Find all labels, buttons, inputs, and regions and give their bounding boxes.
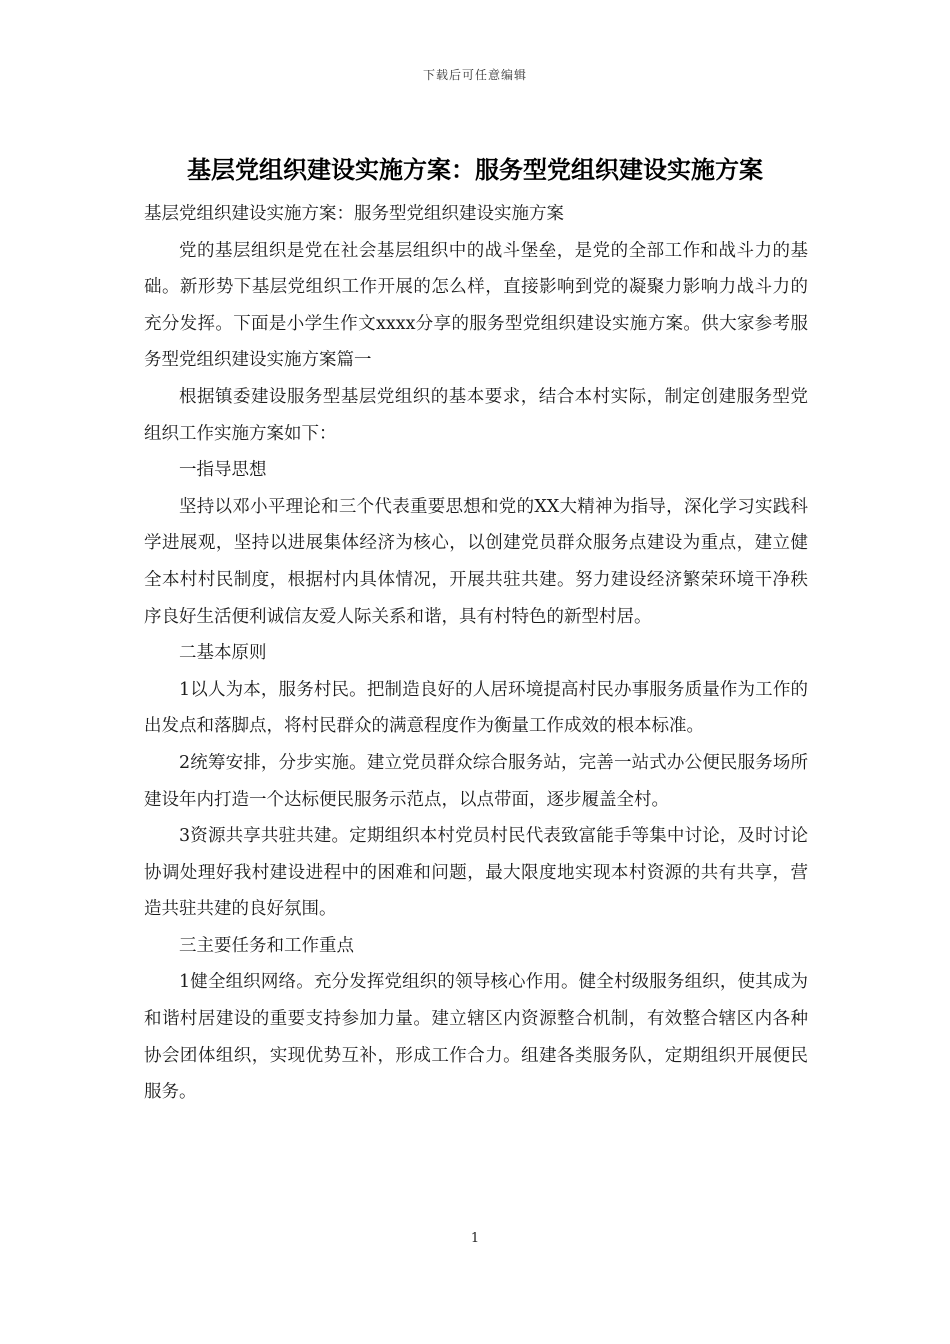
section-heading-main-tasks: 三主要任务和工作重点 (179, 935, 354, 956)
subtitle-paragraph: 基层党组织建设实施方案：服务型党组织建设实施方案 (144, 204, 564, 224)
page-number: 1 (470, 1231, 480, 1246)
section-heading-guiding-thought: 一指导思想 (179, 460, 267, 481)
task-item: 1健全组织网络。充分发挥党组织的领导核心作用。健全村级服务组织，使其成为和谐村居建设的重要支持参加力量。建立辖区内资源整合机制，有效整合辖区内各种协会团体组织，实现优势互补，形成工作合力。组建各类服务队，定期组织开展便民服务。 (144, 972, 808, 1103)
body-paragraph: 坚持以邓小平理论和三个代表重要思想和党的XX大精神为指导，深化学习实践科学进展观，坚持以进展集体经济为核心，以创建党员群众服务点建设为重点，建立健全本村村民制度，根据村内具体情况，开展共驻共建。努力建设经济繁荣环境干净秩序良好生活便利诚信友爱人际关系和谐，具有村特色的新型村居。 (144, 496, 808, 627)
principle-item: 1以人为本，服务村民。把制造良好的人居环境提高村民办事服务质量作为工作的出发点和落脚点，将村民群众的满意程度作为衡量工作成效的根本标准。 (144, 679, 808, 737)
intro-paragraph: 党的基层组织是党在社会基层组织中的战斗堡垒，是党的全部工作和战斗力的基础。新形势下基层党组织工作开展的怎么样，直接影响到党的凝聚力影响力战斗力的充分发挥。下面是小学生作文xxxx分享的服务型党组织建设实施方案。供大家参考服务型党组织建设实施方案篇一 (144, 240, 808, 371)
principle-item: 3资源共享共驻共建。定期组织本村党员村民代表致富能手等集中讨论，及时讨论协调处理好我村建设进程中的困难和问题，最大限度地实现本村资源的共有共享，营造共驻共建的良好氛围。 (144, 826, 808, 920)
principle-item: 2统筹安排，分步实施。建立党员群众综合服务站，完善一站式办公便民服务场所建设年内打造一个达标便民服务示范点，以点带面，逐步履盖全村。 (144, 752, 808, 810)
document-title: 基层党组织建设实施方案：服务型党组织建设实施方案 (187, 155, 763, 184)
header-note: 下载后可任意编辑 (422, 68, 527, 82)
document-body (144, 196, 808, 1111)
section-heading-basic-principles: 二基本原则 (179, 643, 267, 664)
body-paragraph: 根据镇委建设服务型基层党组织的基本要求，结合本村实际，制定创建服务型党组织工作实施方案如下： (144, 386, 808, 444)
